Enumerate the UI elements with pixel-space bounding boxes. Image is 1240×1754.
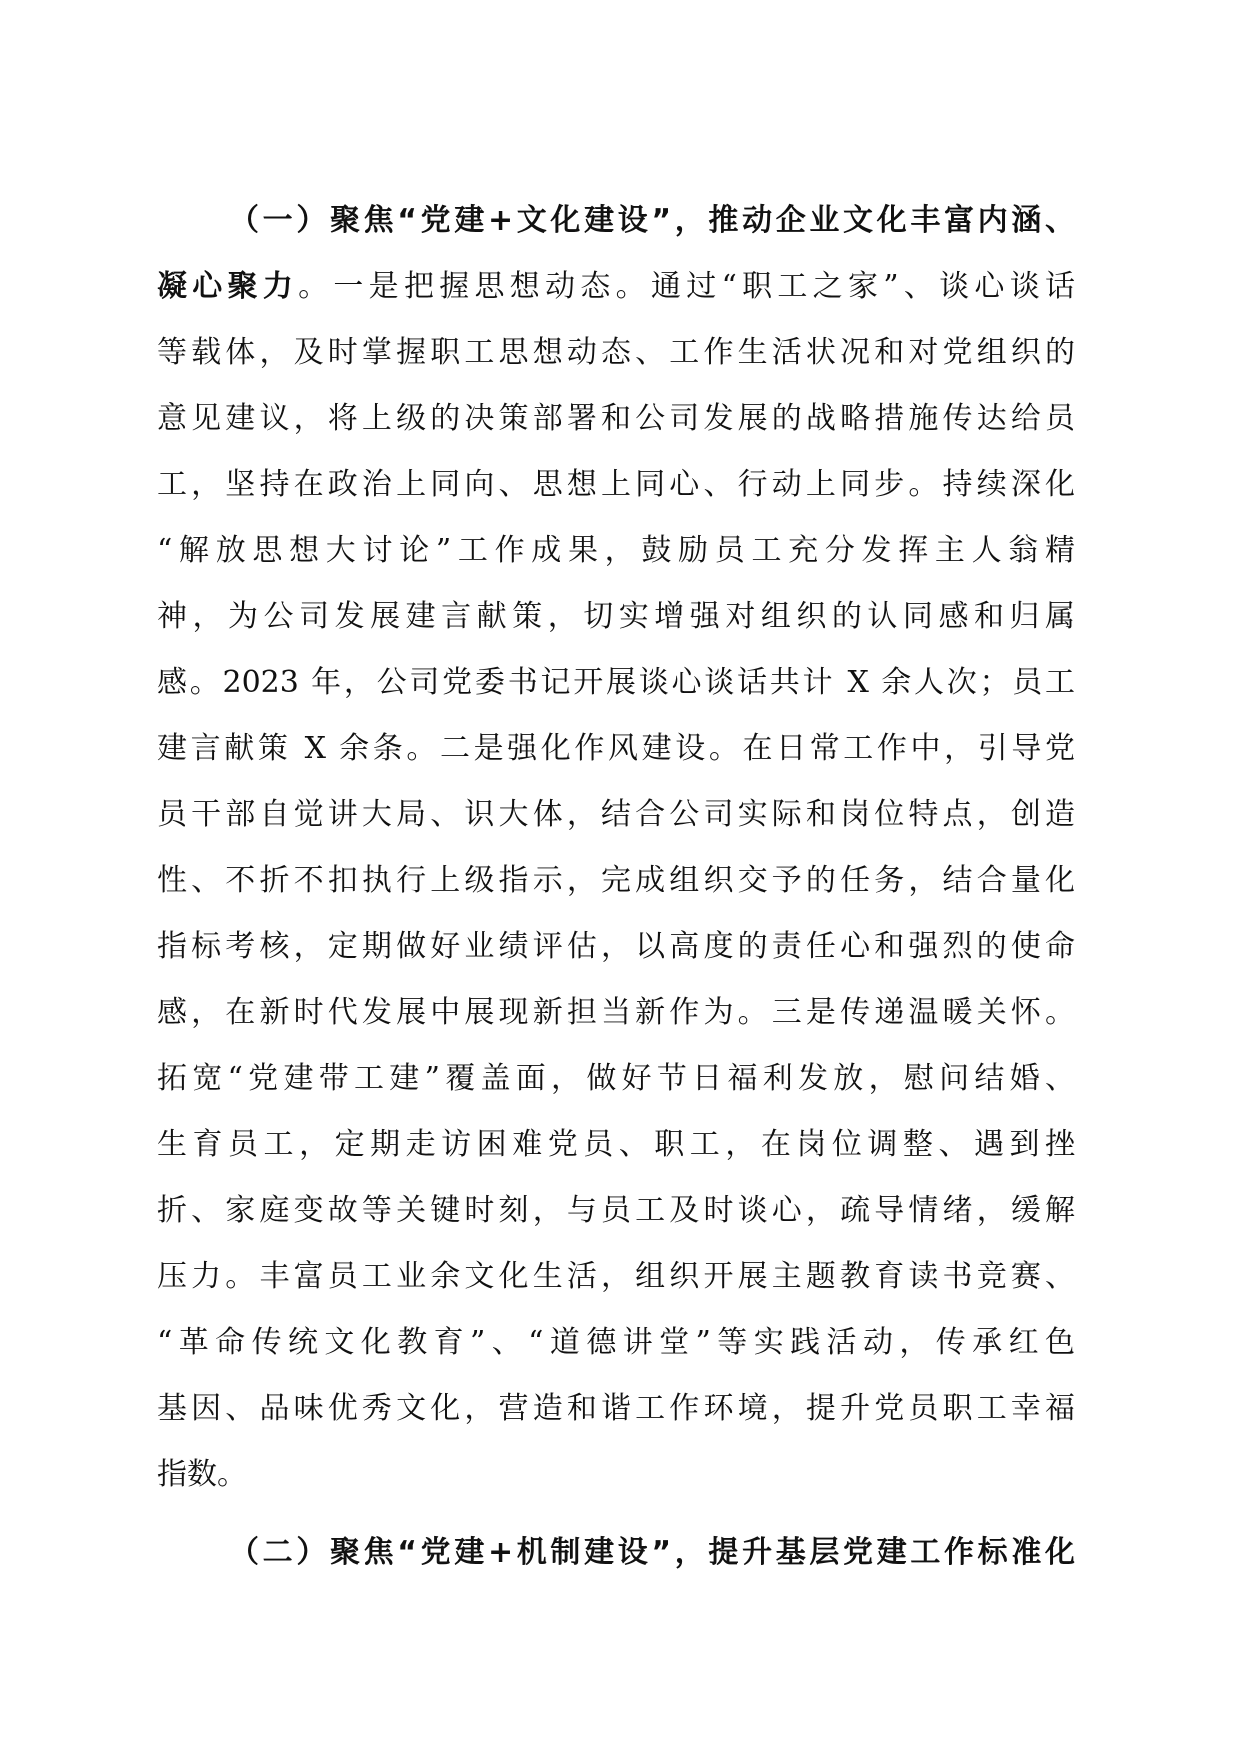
- body-line: 基因、品味优秀文化，营造和谐工作环境，提升党员职工幸福: [157, 1391, 1075, 1426]
- section-1-line-2: [157, 254, 1075, 320]
- body-line: 等载体，及时掌握职工思想动态、工作生活状况和对党组织的: [157, 335, 1075, 370]
- section-1-line-2-text: 。一是把握思想动态。通过“职工之家”、谈心谈话: [298, 269, 1075, 304]
- body-line: 性、不折不扣执行上级指示，完成组织交予的任务，结合量化: [157, 863, 1075, 898]
- body-line: 员干部自觉讲大局、识大体，结合公司实际和岗位特点，创造: [157, 797, 1075, 832]
- body-line: 指标考核，定期做好业绩评估，以高度的责任心和强烈的使命: [157, 929, 1075, 964]
- body-line: 感。2023 年，公司党委书记开展谈心谈话共计 X 余人次；员工: [157, 665, 1075, 700]
- body-line: 拓宽“党建带工建”覆盖面，做好节日福利发放，慰问结婚、: [157, 1061, 1075, 1096]
- section-1-heading-line-1: （一）聚焦“党建+文化建设”，推动企业文化丰富内涵、: [229, 203, 1075, 238]
- section-1-heading-tail: 凝心聚力: [157, 269, 299, 304]
- body-line: 压力。丰富员工业余文化生活，组织开展主题教育读书竞赛、: [157, 1259, 1075, 1294]
- body-line: 神，为公司发展建言献策，切实增强对组织的认同感和归属: [157, 599, 1075, 634]
- body-line: 折、家庭变故等关键时刻，与员工及时谈心，疏导情绪，缓解: [157, 1193, 1075, 1228]
- body-line: “解放思想大讨论”工作成果，鼓励员工充分发挥主人翁精: [157, 533, 1075, 568]
- body-line: 意见建议，将上级的决策部署和公司发展的战略措施传达给员: [157, 401, 1075, 436]
- body-line: “革命传统文化教育”、“道德讲堂”等实践活动，传承红色: [157, 1325, 1075, 1360]
- body-line: 建言献策 X 余条。二是强化作风建设。在日常工作中，引导党: [157, 731, 1075, 766]
- body-line: 工，坚持在政治上同向、思想上同心、行动上同步。持续深化: [157, 467, 1075, 502]
- section-2-heading-line-1: （二）聚焦“党建+机制建设”，提升基层党建工作标准化: [229, 1535, 1075, 1570]
- body-line: 生育员工，定期走访困难党员、职工，在岗位调整、遇到挫: [157, 1127, 1075, 1162]
- body-line-last: 指数。: [157, 1457, 247, 1492]
- body-line: 感，在新时代发展中展现新担当新作为。三是传递温暖关怀。: [157, 995, 1075, 1030]
